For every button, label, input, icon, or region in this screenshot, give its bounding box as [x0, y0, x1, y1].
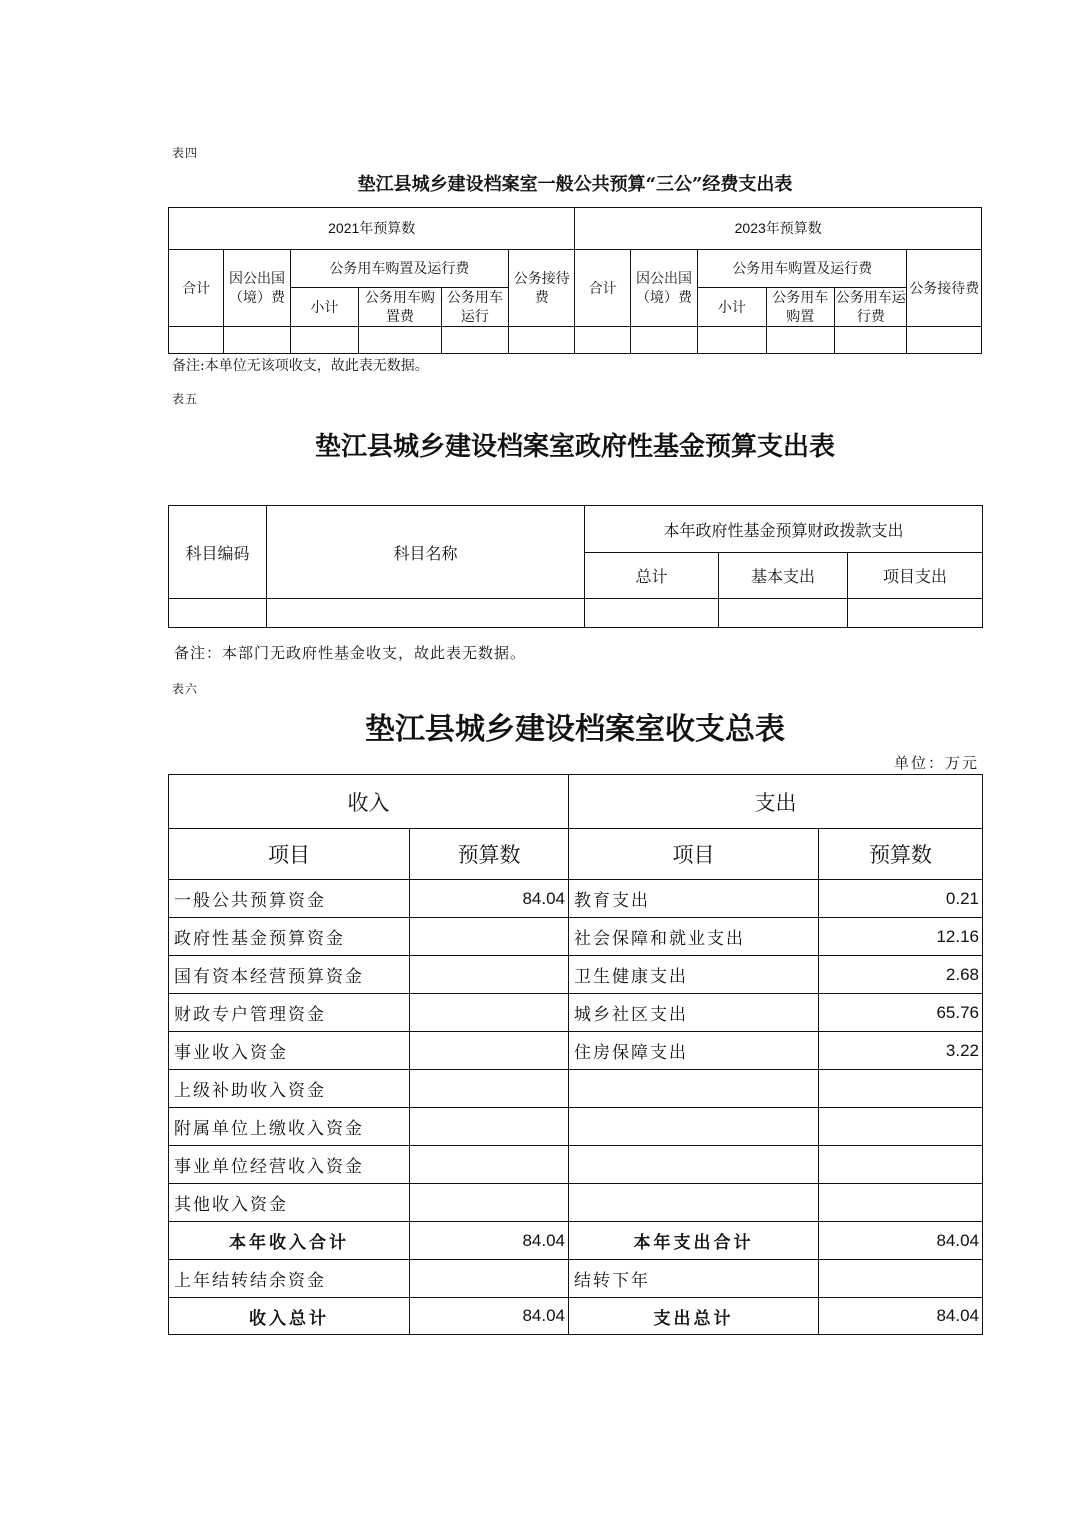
income-value-cell [410, 956, 569, 994]
expense-value-cell: 3.22 [819, 1032, 983, 1070]
expense-item-cell: 教育支出 [569, 880, 819, 918]
left-subtotal-header: 小计 [290, 288, 358, 327]
expense-grand-total-label: 支出总计 [569, 1298, 819, 1335]
income-grand-total-value: 84.04 [410, 1298, 569, 1335]
expense-item-cell [569, 1146, 819, 1184]
income-value-cell [410, 918, 569, 956]
expense-value-cell: 12.16 [819, 918, 983, 956]
expense-item-cell: 城乡社区支出 [569, 994, 819, 1032]
year-income-total-label: 本年收入合计 [169, 1222, 410, 1260]
table-row [169, 994, 983, 1032]
right-subtotal-header: 小计 [698, 288, 766, 327]
prev-balance-value [410, 1260, 569, 1298]
prev-balance-label: 上年结转结余资金 [169, 1260, 410, 1298]
table-row [169, 1184, 983, 1222]
three-public-expense-table [168, 207, 982, 354]
project-expense-header: 项目支出 [848, 553, 983, 599]
right-reception-header: 公务接待费 [907, 250, 982, 327]
expense-value-cell: 65.76 [819, 994, 983, 1032]
income-item-cell: 事业单位经营收入资金 [169, 1146, 410, 1184]
table4-note: 备注:本单位无该项收支，故此表无数据。 [172, 358, 429, 374]
expense-value-cell [819, 1070, 983, 1108]
right-purchase-header: 公务用车购置 [766, 288, 834, 327]
right-vehicle-header: 公务用车购置及运行费 [698, 250, 907, 288]
expense-item-cell: 社会保障和就业支出 [569, 918, 819, 956]
basic-expense-header: 基本支出 [719, 553, 848, 599]
table-row [169, 918, 983, 956]
expense-item-cell: 卫生健康支出 [569, 956, 819, 994]
income-item-cell: 其他收入资金 [169, 1184, 410, 1222]
expense-value-cell: 0.21 [819, 880, 983, 918]
expense-item-cell [569, 1108, 819, 1146]
income-value-cell [410, 1032, 569, 1070]
subject-name-header: 科目名称 [267, 506, 585, 599]
left-total-header: 合计 [169, 250, 224, 327]
table6-title: 垫江县城乡建设档案室收支总表 [365, 712, 785, 747]
left-reception-header: 公务接待费 [509, 250, 575, 327]
year-expense-total-value: 84.04 [819, 1222, 983, 1260]
table4-title: 垫江县城乡建设档案室一般公共预算“三公”经费支出表 [357, 174, 793, 195]
carry-forward-value [819, 1260, 983, 1298]
fund-budget-table [168, 505, 983, 628]
income-expense-summary-table [168, 774, 983, 1335]
left-purchase-header: 公务用车购置费 [359, 288, 442, 327]
left-abroad-header: 因公出国（境）费 [224, 250, 290, 327]
table-row [169, 1070, 983, 1108]
group-2023-budget: 2023年预算数 [575, 208, 982, 250]
expense-value-cell [819, 1184, 983, 1222]
income-grand-total-label: 收入总计 [169, 1298, 410, 1335]
income-item-cell: 国有资本经营预算资金 [169, 956, 410, 994]
income-item-cell: 财政专户管理资金 [169, 994, 410, 1032]
expense-value-cell: 2.68 [819, 956, 983, 994]
subject-code-header: 科目编码 [169, 506, 267, 599]
left-vehicle-header: 公务用车购置及运行费 [290, 250, 508, 288]
table-row [169, 1108, 983, 1146]
income-item-cell: 附属单位上缴收入资金 [169, 1108, 410, 1146]
income-item-cell: 一般公共预算资金 [169, 880, 410, 918]
expense-grand-total-value: 84.04 [819, 1298, 983, 1335]
total-header: 总计 [585, 553, 719, 599]
table-row [169, 1146, 983, 1184]
year-total-row [169, 1222, 983, 1260]
income-budget-header: 预算数 [410, 829, 569, 880]
carry-forward-label: 结转下年 [569, 1260, 819, 1298]
table-row [169, 599, 983, 628]
expense-budget-header: 预算数 [819, 829, 983, 880]
income-value-cell [410, 1108, 569, 1146]
income-header: 收入 [169, 775, 569, 829]
year-expense-total-label: 本年支出合计 [569, 1222, 819, 1260]
income-item-cell: 上级补助收入资金 [169, 1070, 410, 1108]
group-2021-budget: 2021年预算数 [169, 208, 575, 250]
year-income-total-value: 84.04 [410, 1222, 569, 1260]
expense-value-cell [819, 1108, 983, 1146]
table5-label: 表五 [172, 392, 199, 406]
income-value-cell [410, 994, 569, 1032]
carry-row [169, 1260, 983, 1298]
income-value-cell: 84.04 [410, 880, 569, 918]
table-row [169, 880, 983, 918]
income-value-cell [410, 1184, 569, 1222]
expense-item-header: 项目 [569, 829, 819, 880]
table-row [169, 956, 983, 994]
table-row [169, 1032, 983, 1070]
fund-expense-group-header: 本年政府性基金预算财政拨款支出 [585, 506, 983, 553]
expense-item-cell: 住房保障支出 [569, 1032, 819, 1070]
income-value-cell [410, 1146, 569, 1184]
unit-label: 单位：万元 [893, 754, 979, 772]
expense-value-cell [819, 1146, 983, 1184]
table5-title: 垫江县城乡建设档案室政府性基金预算支出表 [314, 432, 835, 462]
income-item-header: 项目 [169, 829, 410, 880]
table6-label: 表六 [172, 682, 199, 696]
expense-header: 支出 [569, 775, 983, 829]
income-item-cell: 事业收入资金 [169, 1032, 410, 1070]
right-total-header: 合计 [575, 250, 630, 327]
expense-item-cell [569, 1184, 819, 1222]
right-abroad-header: 因公出国（境）费 [630, 250, 697, 327]
income-item-cell: 政府性基金预算资金 [169, 918, 410, 956]
expense-item-cell [569, 1070, 819, 1108]
income-value-cell [410, 1070, 569, 1108]
left-operation-header: 公务用车运行 [441, 288, 508, 327]
right-operation-header: 公务用车运行费 [835, 288, 907, 327]
table-row [169, 327, 982, 354]
grand-total-row [169, 1298, 983, 1335]
table5-note: 备注：本部门无政府性基金收支，故此表无数据。 [174, 644, 527, 662]
table4-label: 表四 [172, 146, 199, 160]
